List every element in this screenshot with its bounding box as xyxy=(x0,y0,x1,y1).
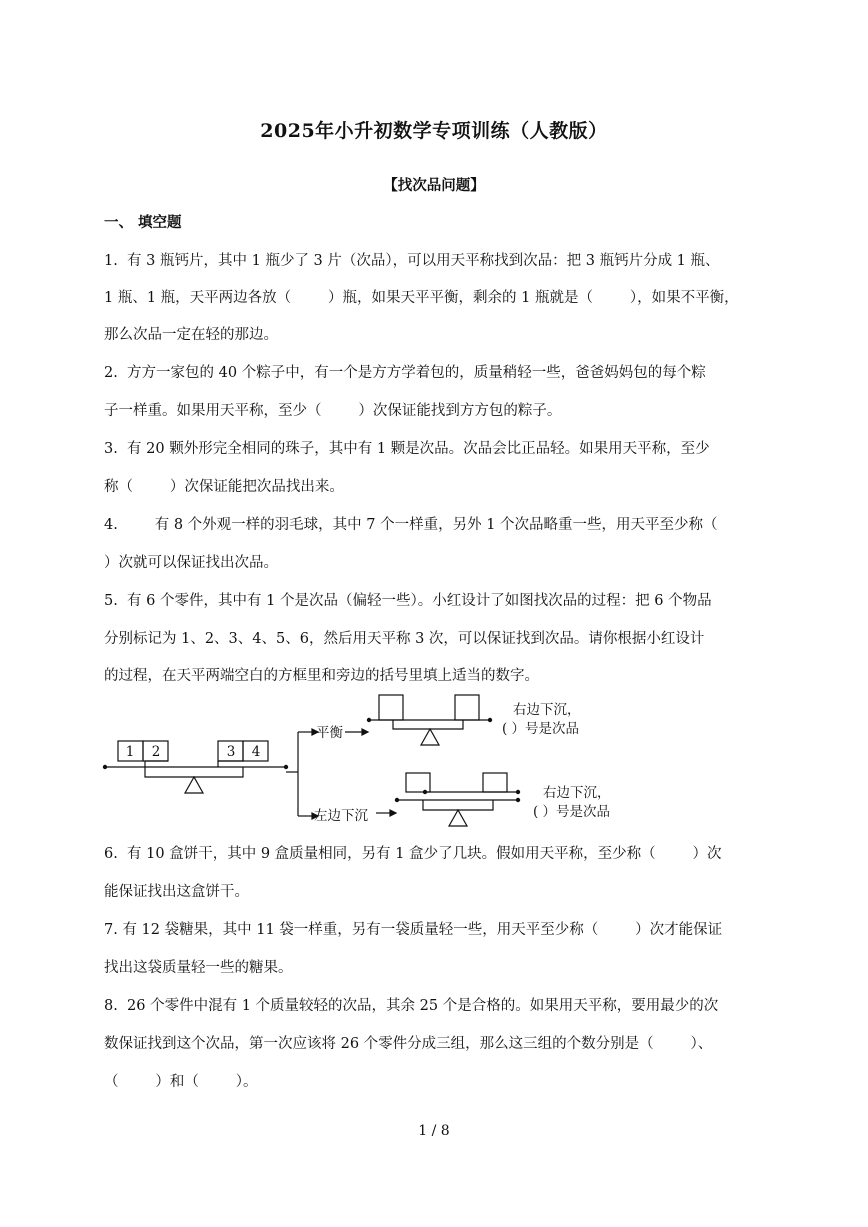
q8-line-2: 数保证找到这个次品，第一次应该将 26 个零件分成三组，那么这三组的个数分别是（ ）、 xyxy=(104,1036,713,1052)
q3-line-2: 称（ ）次保证能把次品找出来。 xyxy=(104,479,344,495)
balance-diagram xyxy=(100,690,660,832)
q2-line-1: 2. 方方一家包的 40 个粽子中，有一个是方方学着包的，质量稍轻一些，爸爸妈妈包的每个粽 xyxy=(104,365,706,381)
q3-line-1: 3. 有 20 颗外形完全相同的珠子，其中有 1 颗是次品。次品会比正品轻。如果用天平称，至少 xyxy=(104,441,710,457)
q1-line-1: 1. 有 3 瓶钙片，其中 1 瓶少了 3 片（次品），可以用天平称找到次品：把 3 瓶钙片分成 1 瓶、 xyxy=(104,253,720,269)
page-number: 1 / 8 xyxy=(418,1123,450,1139)
q5-line-1: 5. 有 6 个零件，其中有 1 个是次品（偏轻一些）。小红设计了如图找次品的过程：把 6 个物品 xyxy=(104,593,712,609)
branch-left-down-label: 左边下沉 xyxy=(314,808,368,824)
q7-line-2: 找出这袋质量轻一些的糖果。 xyxy=(104,960,293,976)
box-label-2: 2 xyxy=(151,744,161,760)
q1-line-3: 那么次品一定在轻的那边。 xyxy=(104,327,278,343)
branch-balanced-label: 平衡 xyxy=(316,725,343,741)
q6-line-2: 能保证找出这盒饼干。 xyxy=(104,884,249,900)
bottom-result-line-1: 右边下沉， xyxy=(543,785,611,801)
q7-line-1: 7. 有 12 袋糖果，其中 11 袋一样重，另有一袋质量轻一些，用天平至少称（ ）次才能保证 xyxy=(104,922,723,938)
q8-line-1: 8. 26 个零件中混有 1 个质量较轻的次品，其余 25 个是合格的。如果用天平称，要用最少的次 xyxy=(104,998,719,1014)
q8-line-3: （ ）和（ ）。 xyxy=(104,1074,258,1090)
q1-line-2: 1 瓶、1 瓶，天平两边各放（ ）瓶，如果天平平衡，剩余的 1 瓶就是（ ），如果不平衡， xyxy=(104,290,739,306)
box-label-3: 3 xyxy=(226,744,236,760)
q4-line-1: 4. 有 8 个外观一样的羽毛球，其中 7 个一样重，另外 1 个次品略重一些，用天平至少称（ xyxy=(104,517,718,533)
box-label-4: 4 xyxy=(251,744,261,760)
section-heading: 一、 填空题 xyxy=(104,214,182,231)
q5-line-3: 的过程，在天平两端空白的方框里和旁边的括号里填上适当的数字。 xyxy=(104,668,539,684)
q5-line-2: 分别标记为 1、2、3、4、5、6，然后用天平称 3 次，可以保证找到次品。请你根据小红设计 xyxy=(104,631,705,647)
box-label-1: 1 xyxy=(125,744,135,760)
top-result-line-2: ( ）号是次品 xyxy=(502,721,580,737)
q4-line-2: ）次就可以保证找出次品。 xyxy=(104,555,278,571)
q2-line-2: 子一样重。如果用天平称，至少（ ）次保证能找到方方包的粽子。 xyxy=(104,403,562,419)
bottom-result-line-2: ( ）号是次品 xyxy=(533,804,611,820)
topic-subtitle: 【找次品问题】 xyxy=(383,177,485,194)
top-result-line-1: 右边下沉， xyxy=(513,702,581,718)
page-title: 2025年小升初数学专项训练（人教版） xyxy=(260,120,608,142)
q6-line-1: 6. 有 10 盒饼干，其中 9 盒质量相同，另有 1 盒少了几块。假如用天平称，至少称（ ）次 xyxy=(104,846,722,862)
